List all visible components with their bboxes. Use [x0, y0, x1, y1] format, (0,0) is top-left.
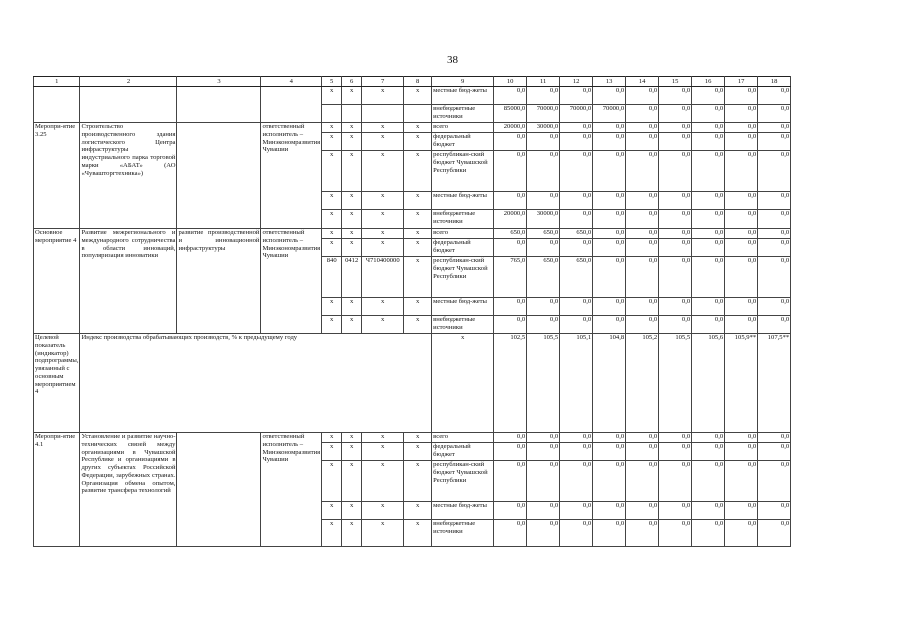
indicator-value: 105,2 — [626, 334, 659, 433]
code-cell: x — [322, 443, 342, 461]
value-cell: 0,0 — [659, 520, 692, 547]
value-cell: 0,0 — [725, 229, 758, 239]
value-cell: 30000,0 — [527, 210, 560, 229]
empty-cell — [177, 123, 261, 229]
value-cell: 0,0 — [725, 192, 758, 210]
value-cell: 85000,0 — [494, 105, 527, 123]
indicator-mark: x — [432, 334, 494, 433]
code-cell: x — [342, 502, 362, 520]
value-cell: 0,0 — [725, 316, 758, 334]
column-number: 17 — [725, 77, 758, 87]
value-cell: 0,0 — [659, 502, 692, 520]
column-number: 9 — [432, 77, 494, 87]
code-cell: x — [362, 443, 404, 461]
value-cell: 0,0 — [593, 461, 626, 502]
value-cell: 0,0 — [758, 192, 791, 210]
value-cell: 70000,0 — [593, 105, 626, 123]
value-cell: 0,0 — [659, 443, 692, 461]
responsible-executor: ответственный исполнитель – Минэкономразвития Чувашии — [261, 433, 322, 547]
column-number: 8 — [404, 77, 432, 87]
indicator-value: 105,9** — [725, 334, 758, 433]
code-cell: x — [342, 433, 362, 443]
column-number: 11 — [527, 77, 560, 87]
activity-description: Развитие межрегионального и международного сотрудничества в области инноваций, популяризация инноватики — [80, 229, 177, 334]
value-cell: 0,0 — [758, 123, 791, 133]
value-cell: 0,0 — [560, 192, 593, 210]
value-cell: 70000,0 — [527, 105, 560, 123]
value-cell: 0,0 — [527, 443, 560, 461]
value-cell: 0,0 — [659, 210, 692, 229]
value-cell: 0,0 — [626, 316, 659, 334]
value-cell: 0,0 — [659, 239, 692, 257]
value-cell: 0,0 — [725, 502, 758, 520]
value-cell: 0,0 — [659, 151, 692, 192]
value-cell: 0,0 — [560, 520, 593, 547]
source-cell: внебюджетные источники — [432, 210, 494, 229]
code-cell: x — [342, 443, 362, 461]
indicator-description: Индекс производства обрабатывающих производств, % к предыдущему году — [80, 334, 432, 433]
value-cell: 0,0 — [659, 298, 692, 316]
code-cell: x — [362, 298, 404, 316]
column-number: 15 — [659, 77, 692, 87]
value-cell: 650,0 — [494, 229, 527, 239]
empty-cell — [80, 87, 177, 123]
value-cell: 0,0 — [560, 87, 593, 105]
value-cell: 0,0 — [725, 433, 758, 443]
empty-cell — [177, 87, 261, 123]
code-cell: x — [362, 123, 404, 133]
value-cell: 0,0 — [659, 105, 692, 123]
value-cell: 0,0 — [593, 229, 626, 239]
value-cell: 0,0 — [494, 520, 527, 547]
empty-cell — [362, 105, 404, 123]
code-cell: x — [322, 123, 342, 133]
code-cell: x — [404, 210, 432, 229]
code-cell: x — [342, 133, 362, 151]
value-cell: 0,0 — [659, 229, 692, 239]
table-row — [34, 123, 791, 133]
value-cell: 0,0 — [725, 443, 758, 461]
value-cell: 0,0 — [593, 239, 626, 257]
value-cell: 0,0 — [593, 151, 626, 192]
value-cell: 0,0 — [692, 239, 725, 257]
code-cell: x — [322, 210, 342, 229]
code-cell: x — [404, 257, 432, 298]
indicator-value: 105,5 — [659, 334, 692, 433]
value-cell: 0,0 — [659, 433, 692, 443]
value-cell: 0,0 — [758, 229, 791, 239]
value-cell: 0,0 — [494, 151, 527, 192]
value-cell: 0,0 — [626, 192, 659, 210]
value-cell: 0,0 — [626, 502, 659, 520]
value-cell: 0,0 — [494, 298, 527, 316]
code-cell: x — [322, 461, 342, 502]
empty-cell — [322, 105, 342, 123]
code-cell: x — [322, 239, 342, 257]
column-number: 13 — [593, 77, 626, 87]
code-cell: x — [342, 298, 362, 316]
indicator-value: 105,6 — [692, 334, 725, 433]
value-cell: 0,0 — [494, 502, 527, 520]
code-cell: x — [342, 229, 362, 239]
code-cell: x — [404, 298, 432, 316]
code-cell: x — [322, 192, 342, 210]
activity-description: Установление и развитие научно-технических связей между организациями в Чувашской Республике и организациями в других субъектах Российской Федерации, зарубежных странах. Организация обмена опытом, развитие трансфера технологий — [80, 433, 177, 547]
source-cell: федеральный бюджет — [432, 443, 494, 461]
value-cell: 0,0 — [758, 443, 791, 461]
code-cell: x — [322, 520, 342, 547]
column-number: 12 — [560, 77, 593, 87]
code-cell: x — [342, 239, 362, 257]
activity-name: Меропри-ятие 3.25 — [34, 123, 80, 229]
value-cell: 0,0 — [494, 192, 527, 210]
value-cell: 0,0 — [593, 298, 626, 316]
indicator-value: 102,5 — [494, 334, 527, 433]
indicator-value: 105,1 — [560, 334, 593, 433]
activity-goal: развитие производственной и инновационной инфраструктуры — [177, 229, 261, 334]
code-cell: x — [362, 461, 404, 502]
source-cell: республикан-ский бюджет Чувашской Республики — [432, 151, 494, 192]
value-cell: 0,0 — [560, 433, 593, 443]
column-number: 5 — [322, 77, 342, 87]
value-cell: 0,0 — [692, 123, 725, 133]
indicator-name: Целевой показатель (индикатор) подпрограммы, увязанный с основным мероприятием 4 — [34, 334, 80, 433]
code-cell: x — [342, 210, 362, 229]
code-cell: x — [322, 502, 342, 520]
code-cell: x — [362, 433, 404, 443]
value-cell: 0,0 — [560, 151, 593, 192]
value-cell: 0,0 — [692, 502, 725, 520]
source-cell: всего — [432, 229, 494, 239]
source-cell: местные бюд-жеты — [432, 192, 494, 210]
column-number: 7 — [362, 77, 404, 87]
value-cell: 0,0 — [758, 257, 791, 298]
code-cell: x — [362, 87, 404, 105]
source-cell: федеральный бюджет — [432, 239, 494, 257]
page-number: 38 — [447, 54, 458, 66]
value-cell: 0,0 — [725, 105, 758, 123]
value-cell: 0,0 — [758, 461, 791, 502]
value-cell: 0,0 — [527, 502, 560, 520]
source-cell: республикан-ский бюджет Чувашской Республики — [432, 461, 494, 502]
code-cell: x — [404, 461, 432, 502]
value-cell: 0,0 — [560, 443, 593, 461]
value-cell: 0,0 — [626, 210, 659, 229]
source-cell: федеральный бюджет — [432, 133, 494, 151]
code-cell: x — [362, 502, 404, 520]
source-cell: внебюджетные источники — [432, 105, 494, 123]
column-number: 18 — [758, 77, 791, 87]
value-cell: 0,0 — [494, 133, 527, 151]
column-number: 4 — [261, 77, 322, 87]
value-cell: 20000,0 — [494, 210, 527, 229]
value-cell: 0,0 — [758, 105, 791, 123]
value-cell: 0,0 — [593, 443, 626, 461]
value-cell: 0,0 — [659, 133, 692, 151]
code-cell: x — [404, 316, 432, 334]
value-cell: 0,0 — [725, 87, 758, 105]
value-cell: 0,0 — [758, 502, 791, 520]
source-cell: всего — [432, 433, 494, 443]
value-cell: 0,0 — [593, 316, 626, 334]
value-cell: 765,0 — [494, 257, 527, 298]
column-number: 16 — [692, 77, 725, 87]
value-cell: 0,0 — [758, 520, 791, 547]
value-cell: 0,0 — [725, 520, 758, 547]
code-cell: 840 — [322, 257, 342, 298]
code-cell: x — [404, 151, 432, 192]
code-cell: x — [404, 520, 432, 547]
value-cell: 0,0 — [494, 443, 527, 461]
code-cell: x — [322, 433, 342, 443]
value-cell: 0,0 — [659, 192, 692, 210]
value-cell: 0,0 — [626, 239, 659, 257]
value-cell: 0,0 — [725, 133, 758, 151]
code-cell: x — [362, 192, 404, 210]
column-number: 2 — [80, 77, 177, 87]
code-cell: x — [362, 520, 404, 547]
value-cell: 0,0 — [758, 210, 791, 229]
value-cell: 0,0 — [758, 433, 791, 443]
activity-description: Строительство производственного здания логистического Центра инфраструктуры индустриального парка торговой марки «АБАТ» (АО «Чувашторгтехника») — [80, 123, 177, 229]
value-cell: 0,0 — [626, 257, 659, 298]
value-cell: 0,0 — [725, 298, 758, 316]
value-cell: 650,0 — [560, 257, 593, 298]
responsible-executor: ответственный исполнитель – Минэкономразвития Чувашии — [261, 229, 322, 334]
value-cell: 0,0 — [758, 239, 791, 257]
value-cell: 0,0 — [626, 105, 659, 123]
value-cell: 0,0 — [758, 298, 791, 316]
value-cell: 0,0 — [527, 87, 560, 105]
value-cell: 70000,0 — [560, 105, 593, 123]
value-cell: 0,0 — [494, 461, 527, 502]
value-cell: 0,0 — [758, 133, 791, 151]
code-cell: x — [404, 502, 432, 520]
value-cell: 0,0 — [692, 520, 725, 547]
table-row — [34, 334, 791, 433]
value-cell: 0,0 — [725, 151, 758, 192]
value-cell: 0,0 — [626, 133, 659, 151]
code-cell: x — [404, 443, 432, 461]
indicator-value: 107,5** — [758, 334, 791, 433]
empty-cell — [342, 105, 362, 123]
value-cell: 0,0 — [692, 316, 725, 334]
column-number: 10 — [494, 77, 527, 87]
code-cell: x — [322, 316, 342, 334]
value-cell: 0,0 — [692, 210, 725, 229]
value-cell: 0,0 — [758, 87, 791, 105]
value-cell: 0,0 — [692, 443, 725, 461]
code-cell: x — [342, 123, 362, 133]
value-cell: 0,0 — [593, 520, 626, 547]
value-cell: 0,0 — [659, 316, 692, 334]
source-cell: всего — [432, 123, 494, 133]
code-cell: x — [404, 192, 432, 210]
value-cell: 0,0 — [527, 461, 560, 502]
value-cell: 0,0 — [560, 133, 593, 151]
empty-cell — [404, 105, 432, 123]
value-cell: 0,0 — [593, 433, 626, 443]
responsible-executor: ответственный исполнитель – Минэкономразвития Чувашии — [261, 123, 322, 229]
value-cell: 0,0 — [593, 210, 626, 229]
value-cell: 0,0 — [692, 433, 725, 443]
code-cell: x — [362, 316, 404, 334]
value-cell: 0,0 — [560, 123, 593, 133]
value-cell: 0,0 — [527, 298, 560, 316]
value-cell: 0,0 — [527, 316, 560, 334]
value-cell: 0,0 — [758, 151, 791, 192]
code-cell: x — [342, 192, 362, 210]
value-cell: 0,0 — [593, 87, 626, 105]
code-cell: x — [342, 316, 362, 334]
value-cell: 0,0 — [758, 316, 791, 334]
source-cell: местные бюд-жеты — [432, 87, 494, 105]
column-number: 3 — [177, 77, 261, 87]
code-cell: x — [362, 229, 404, 239]
value-cell: 0,0 — [527, 192, 560, 210]
code-cell: x — [404, 133, 432, 151]
indicator-value: 104,8 — [593, 334, 626, 433]
value-cell: 0,0 — [692, 192, 725, 210]
value-cell: 20000,0 — [494, 123, 527, 133]
value-cell: 0,0 — [692, 105, 725, 123]
source-cell: внебюджетные источники — [432, 316, 494, 334]
value-cell: 0,0 — [725, 257, 758, 298]
program-financing-table — [33, 76, 791, 547]
value-cell: 0,0 — [626, 298, 659, 316]
code-cell: x — [362, 133, 404, 151]
code-cell: x — [322, 298, 342, 316]
table-row — [34, 433, 791, 443]
empty-cell — [34, 87, 80, 123]
table-row — [34, 87, 791, 105]
value-cell: 0,0 — [527, 133, 560, 151]
value-cell: 0,0 — [626, 520, 659, 547]
value-cell: 0,0 — [659, 87, 692, 105]
value-cell: 0,0 — [725, 461, 758, 502]
value-cell: 0,0 — [560, 502, 593, 520]
value-cell: 0,0 — [494, 87, 527, 105]
code-cell: x — [404, 123, 432, 133]
value-cell: 650,0 — [560, 229, 593, 239]
indicator-value: 105,5 — [527, 334, 560, 433]
value-cell: 0,0 — [626, 151, 659, 192]
value-cell: 0,0 — [659, 123, 692, 133]
value-cell: 0,0 — [494, 433, 527, 443]
code-cell: x — [342, 461, 362, 502]
value-cell: 0,0 — [593, 192, 626, 210]
value-cell: 0,0 — [626, 87, 659, 105]
value-cell: 0,0 — [692, 257, 725, 298]
code-cell: x — [342, 520, 362, 547]
code-cell: x — [404, 433, 432, 443]
code-cell: 0412 — [342, 257, 362, 298]
value-cell: 0,0 — [626, 443, 659, 461]
value-cell: 0,0 — [692, 151, 725, 192]
value-cell: 0,0 — [593, 502, 626, 520]
value-cell: 0,0 — [527, 433, 560, 443]
value-cell: 30000,0 — [527, 123, 560, 133]
value-cell: 0,0 — [593, 123, 626, 133]
code-cell: x — [322, 229, 342, 239]
value-cell: 0,0 — [560, 461, 593, 502]
column-number: 1 — [34, 77, 80, 87]
column-number: 14 — [626, 77, 659, 87]
value-cell: 0,0 — [560, 210, 593, 229]
value-cell: 0,0 — [593, 133, 626, 151]
value-cell: 0,0 — [626, 433, 659, 443]
code-cell: x — [362, 151, 404, 192]
value-cell: 0,0 — [626, 461, 659, 502]
value-cell: 0,0 — [527, 520, 560, 547]
value-cell: 650,0 — [527, 257, 560, 298]
value-cell: 0,0 — [560, 298, 593, 316]
source-cell: республикан-ский бюджет Чувашской Республики — [432, 257, 494, 298]
value-cell: 0,0 — [725, 239, 758, 257]
value-cell: 0,0 — [626, 229, 659, 239]
activity-name: Меропри-ятие 4.1 — [34, 433, 80, 547]
code-cell: x — [404, 229, 432, 239]
code-cell: x — [362, 210, 404, 229]
value-cell: 0,0 — [659, 461, 692, 502]
value-cell: 0,0 — [560, 316, 593, 334]
source-cell: внебюджетные источники — [432, 520, 494, 547]
code-cell: x — [404, 87, 432, 105]
column-number: 6 — [342, 77, 362, 87]
code-cell: x — [342, 87, 362, 105]
table-row — [34, 77, 791, 87]
value-cell: 0,0 — [494, 316, 527, 334]
value-cell: 0,0 — [725, 123, 758, 133]
value-cell: 0,0 — [692, 229, 725, 239]
value-cell: 0,0 — [725, 210, 758, 229]
main-activity-name: Основное мероприятие 4 — [34, 229, 80, 334]
code-cell: x — [322, 151, 342, 192]
value-cell: 0,0 — [692, 461, 725, 502]
value-cell: 0,0 — [692, 298, 725, 316]
code-cell: x — [404, 239, 432, 257]
value-cell: 0,0 — [527, 151, 560, 192]
table-row — [34, 229, 791, 239]
code-cell: x — [342, 151, 362, 192]
empty-cell — [261, 87, 322, 123]
code-cell: x — [322, 133, 342, 151]
value-cell: 0,0 — [560, 239, 593, 257]
source-cell: местные бюд-жеты — [432, 502, 494, 520]
value-cell: 0,0 — [626, 123, 659, 133]
code-cell: Ч710400000 — [362, 257, 404, 298]
code-cell: x — [322, 87, 342, 105]
value-cell: 0,0 — [527, 239, 560, 257]
value-cell: 650,0 — [527, 229, 560, 239]
value-cell: 0,0 — [593, 257, 626, 298]
value-cell: 0,0 — [692, 133, 725, 151]
code-cell: x — [362, 239, 404, 257]
value-cell: 0,0 — [494, 239, 527, 257]
empty-cell — [177, 433, 261, 547]
value-cell: 0,0 — [692, 87, 725, 105]
source-cell: местные бюд-жеты — [432, 298, 494, 316]
value-cell: 0,0 — [659, 257, 692, 298]
